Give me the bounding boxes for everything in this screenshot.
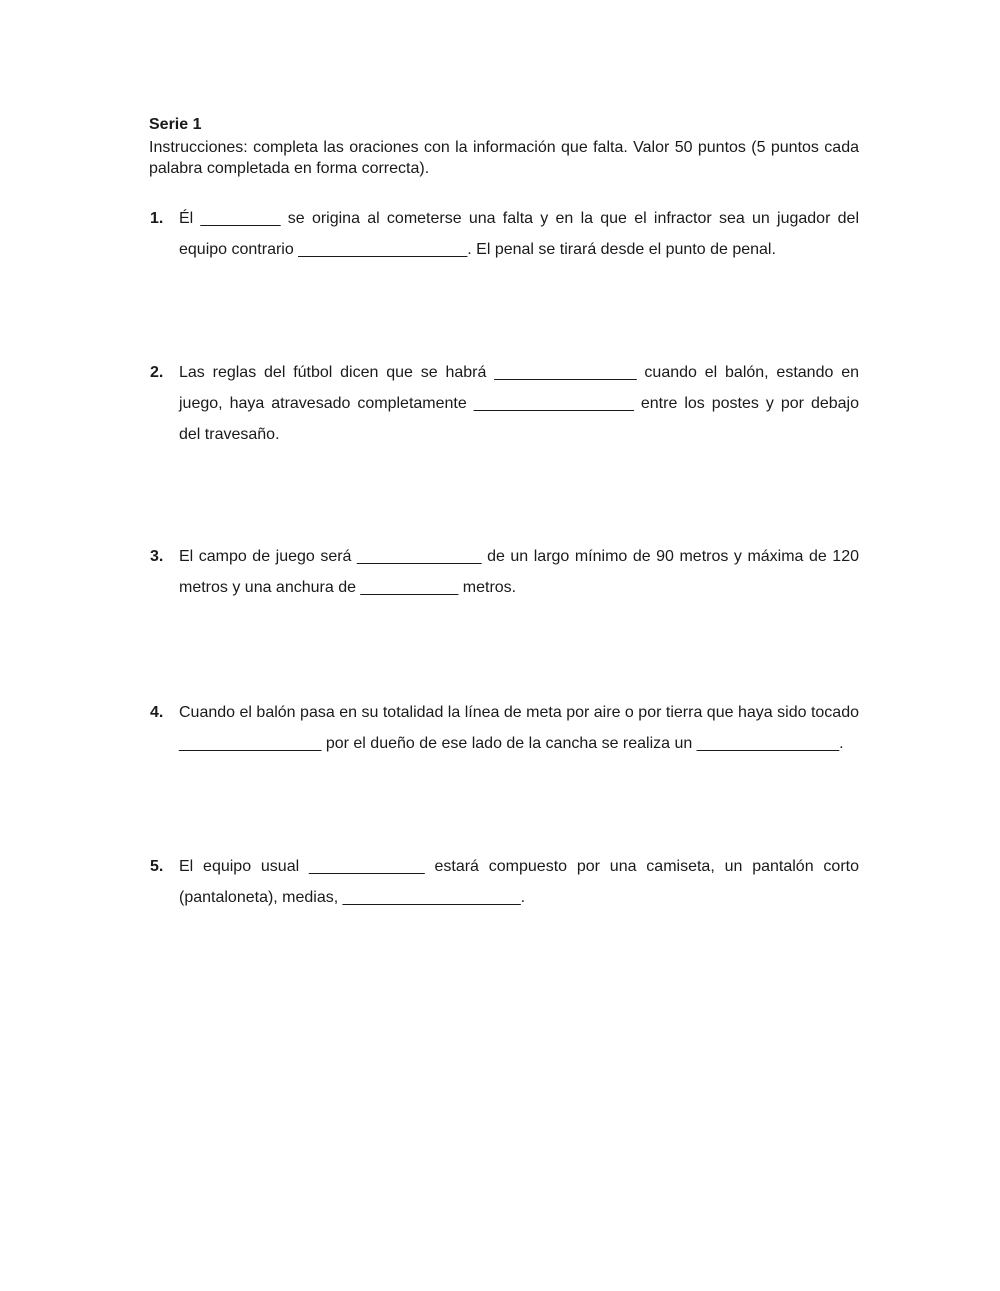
question-1 — [149, 203, 859, 265]
question-text: El campo de juego será ______________ de un largo mínimo de 90 metros y máxima de 120 metros y una anchura de ___________ metros. — [179, 548, 859, 596]
question-3 — [149, 541, 859, 603]
question-number: 4. — [150, 704, 164, 721]
question-number: 5. — [150, 858, 164, 875]
question-4 — [149, 697, 859, 759]
question-number: 2. — [150, 364, 164, 381]
question-text: Las reglas del fútbol dicen que se habrá ________________ cuando el balón, estando en juego, haya atravesado completamente __________________ entre los postes y por debajo del travesaño. — [179, 364, 859, 443]
serie-title: Serie 1 — [149, 116, 202, 133]
question-number: 1. — [150, 210, 164, 227]
question-number: 3. — [150, 548, 164, 565]
question-2 — [149, 357, 859, 450]
instructions-text: Instrucciones: completa las oraciones con la información que falta. Valor 50 puntos (5 puntos cada palabra completada en forma correcta). — [149, 139, 859, 177]
question-text: Él _________ se origina al cometerse una falta y en la que el infractor sea un jugador del equipo contrario ___________________. El penal se tirará desde el punto de penal. — [179, 210, 859, 258]
question-text: El equipo usual _____________ estará compuesto por una camiseta, un pantalón corto (pantaloneta), medias, ____________________. — [179, 858, 859, 906]
question-text: Cuando el balón pasa en su totalidad la línea de meta por aire o por tierra que haya sido tocado ________________ por el dueño de ese lado de la cancha se realiza un ________________. — [179, 704, 859, 752]
question-5 — [149, 851, 859, 913]
